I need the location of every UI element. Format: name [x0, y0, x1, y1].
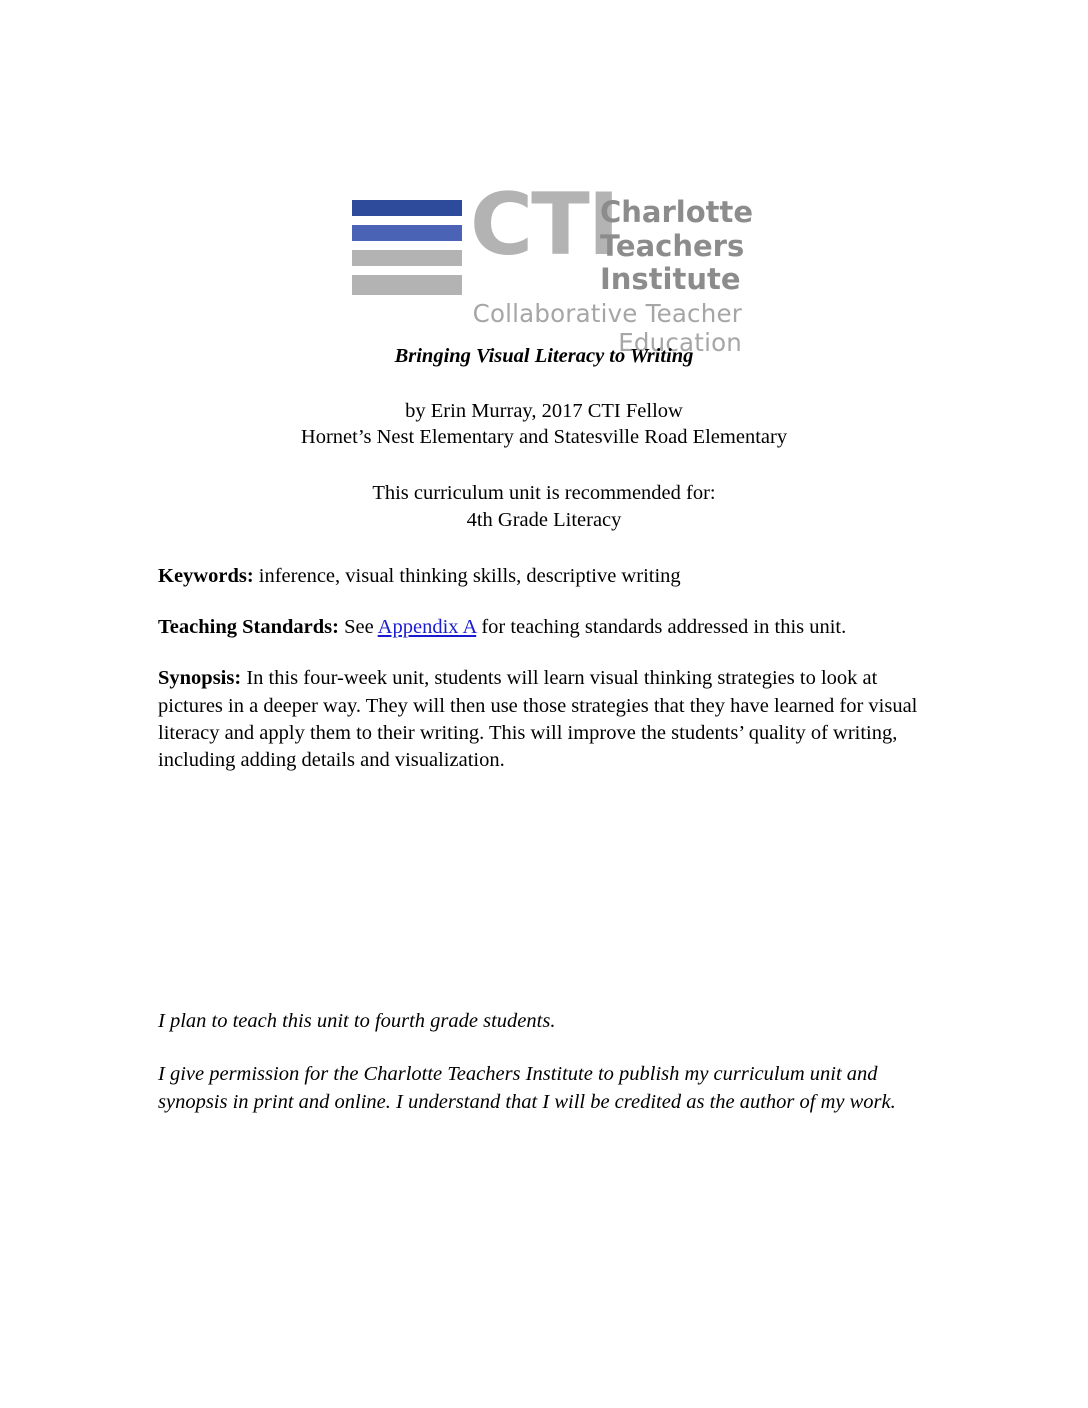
teaching-standards-pre: See: [338, 616, 378, 639]
byline: by Erin Murray, 2017 CTI Fellow: [405, 400, 683, 422]
synopsis-paragraph: [158, 665, 930, 774]
page-title: Bringing Visual Literacy to Writing: [394, 345, 694, 367]
logo-word-institute: Institute: [600, 262, 741, 297]
appendix-a-link[interactable]: Appendix A: [377, 616, 477, 639]
synopsis-value: In this four-week unit, students will learn visual thinking strategies to look at pictures in a deeper way. They will then use those strategies that they have learned for visual literacy and apply them to their writing. This will improve the students’ quality of writing, including adding details and visualization.: [158, 667, 918, 772]
logo-wordmark: [600, 196, 753, 297]
logo-word-teachers: Teachers: [600, 228, 745, 263]
teaching-standards-post: for teaching standards addressed in this unit.: [476, 616, 847, 639]
logo-bars-icon: [352, 200, 462, 304]
permission-block: [158, 1008, 930, 1116]
schools-line: Hornet’s Nest Elementary and Statesville Road Elementary: [300, 426, 788, 449]
recommended-for: 4th Grade Literacy: [466, 508, 622, 531]
document-content: [158, 345, 930, 774]
keywords-value: inference, visual thinking skills, descriptive writing: [253, 564, 681, 587]
logo-tagline: Collaborative Teacher Education: [472, 299, 742, 357]
permission-note: I give permission for the Charlotte Teachers Institute to publish my curriculum unit and synopsis in print and online. I understand that I will be credited as the author of my work.: [158, 1063, 896, 1113]
keywords-paragraph: [158, 563, 930, 590]
logo-word-charlotte: Charlotte: [600, 195, 754, 229]
synopsis-label: Synopsis:: [158, 667, 242, 690]
teach-note: I plan to teach this unit to fourth grade students.: [158, 1010, 556, 1032]
teaching-standards-label: Teaching Standards:: [158, 616, 339, 639]
logo-acronym: CTI: [470, 175, 618, 275]
keywords-label: Keywords:: [158, 564, 254, 587]
recommended-intro: This curriculum unit is recommended for:: [372, 482, 716, 505]
teaching-standards-paragraph: [158, 614, 930, 641]
